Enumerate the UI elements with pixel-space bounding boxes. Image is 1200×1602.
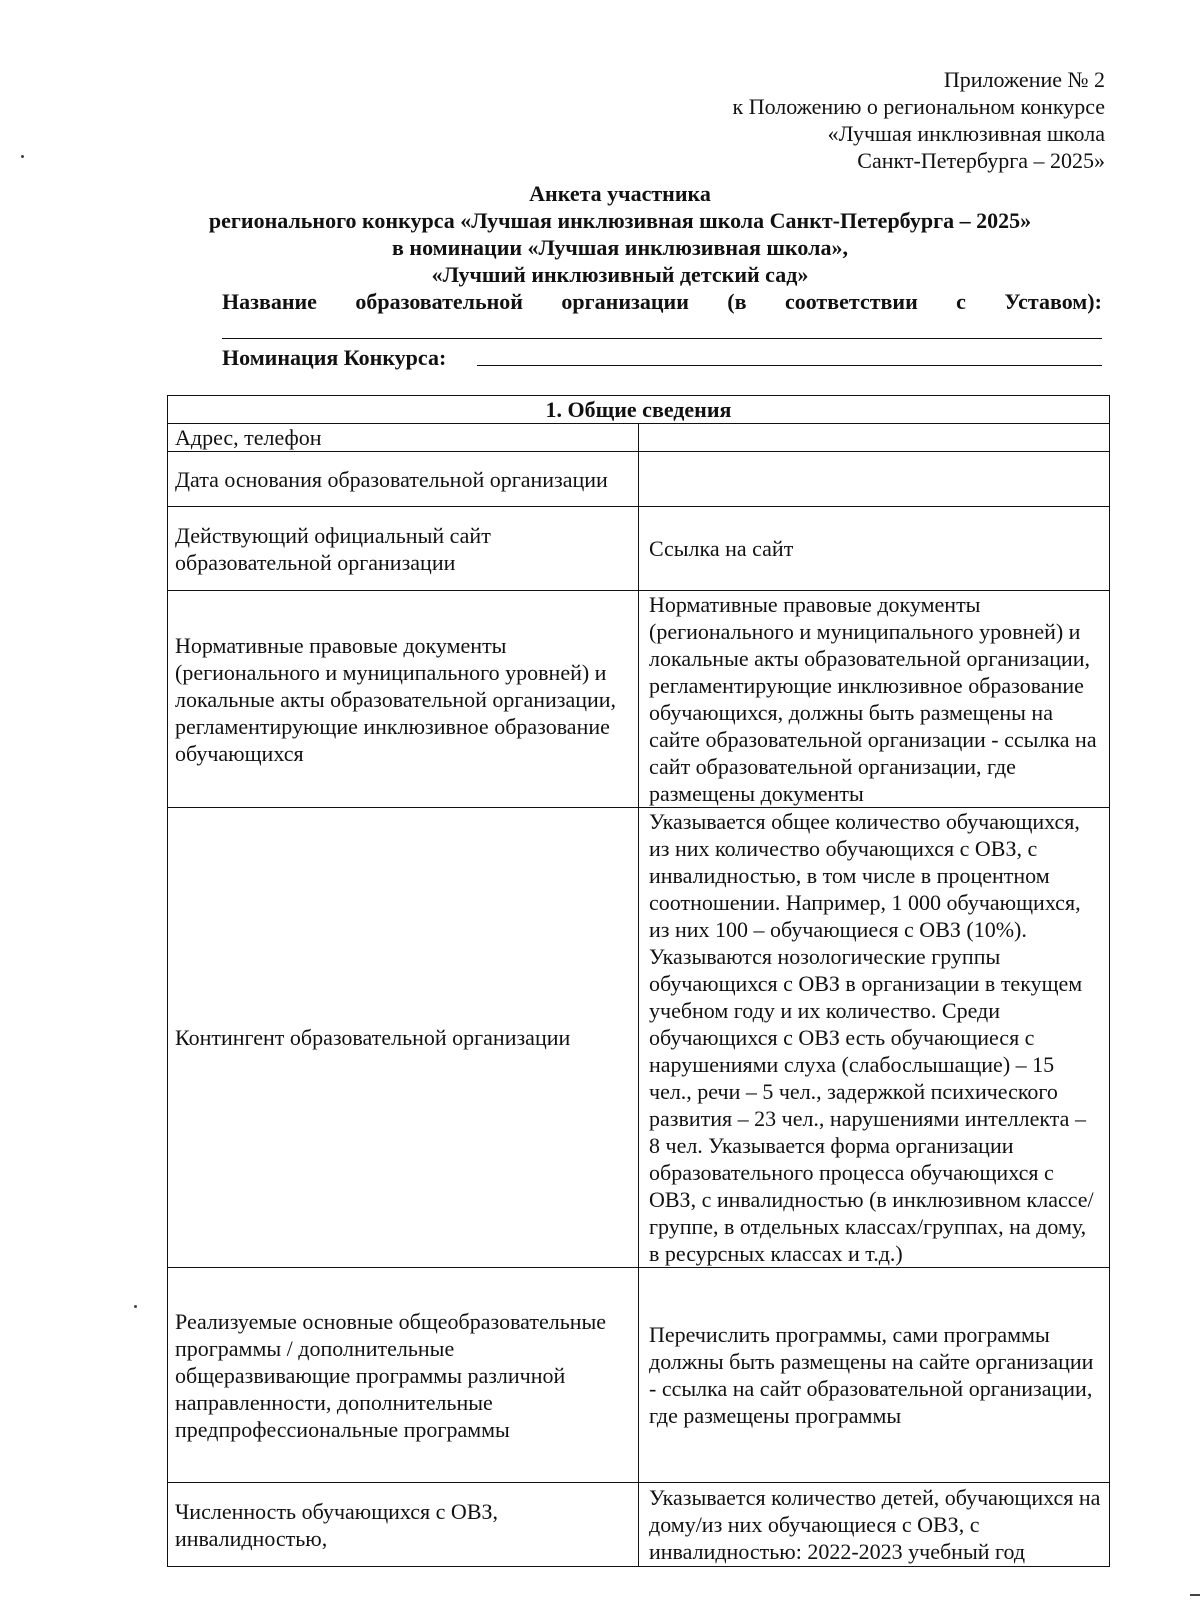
row-label: Дата основания образовательной организации xyxy=(168,452,639,507)
row-label: Нормативные правовые документы (регионального и муниципального уровней) и локальные акты образовательной организации, регламентирующие инклюзивное образование обучающихся xyxy=(168,591,639,808)
row-label: Действующий официальный сайт образовательной организации xyxy=(168,507,639,591)
appendix-block xyxy=(505,66,1105,174)
appendix-reference: к Положению о региональном конкурсе xyxy=(732,94,1105,119)
title-line-3: в номинации «Лучшая инклюзивная школа», xyxy=(392,235,848,260)
table-row xyxy=(168,808,1110,1268)
org-name-label xyxy=(222,288,1102,315)
org-label-word: организации xyxy=(561,289,689,314)
table-row xyxy=(168,424,1110,452)
row-value[interactable]: Нормативные правовые документы (регионального и муниципального уровней) и локальные акты образовательной организации, регламентирующие инклюзивное образование обучающихся, должны быть размещены на сайте образовательной организации - ссылка на сайт образовательной организации, где размещены документы xyxy=(639,591,1110,808)
row-value[interactable]: Ссылка на сайт xyxy=(639,507,1110,591)
row-value[interactable] xyxy=(639,452,1110,507)
title-line-1: Анкета участника xyxy=(529,181,711,206)
row-value[interactable]: Указывается количество детей, обучающихся на дому/из них обучающиеся с ОВЗ, с инвалидностью: 2022-2023 учебный год xyxy=(639,1483,1110,1567)
scan-speck xyxy=(1190,1594,1200,1596)
org-label-word: (в xyxy=(727,289,747,314)
table-row xyxy=(168,452,1110,507)
row-label: Контингент образовательной организации xyxy=(168,808,639,1268)
table-row xyxy=(168,507,1110,591)
org-name-fill-line[interactable] xyxy=(222,338,1102,339)
section-title: 1. Общие сведения xyxy=(168,396,1110,424)
org-label-word: с xyxy=(956,289,966,314)
org-label-word: соответствии xyxy=(784,289,918,314)
appendix-contest-year: Санкт-Петербурга – 2025» xyxy=(857,148,1105,173)
row-value[interactable]: Перечислить программы, сами программы должны быть размещены на сайте организации - ссылка на сайт образовательной организации, где размещены программы xyxy=(639,1268,1110,1483)
document-title xyxy=(140,180,1100,288)
nomination-fill-line[interactable] xyxy=(477,365,1102,366)
scan-speck xyxy=(21,155,24,158)
org-label-word: Название xyxy=(222,289,317,314)
nomination-label: Номинация Конкурса: xyxy=(222,345,447,370)
table-row xyxy=(168,591,1110,808)
org-label-word: Уставом): xyxy=(1004,289,1102,314)
title-line-4: «Лучший инклюзивный детский сад» xyxy=(431,262,809,287)
scan-speck xyxy=(134,1305,137,1308)
org-label-word: образовательной xyxy=(355,289,523,314)
title-line-2: регионального конкурса «Лучшая инклюзивная школа Санкт-Петербурга – 2025» xyxy=(208,208,1032,233)
row-label: Численность обучающихся с ОВЗ, инвалидностью, xyxy=(168,1483,639,1567)
table-section-header xyxy=(168,396,1110,424)
table-row xyxy=(168,1483,1110,1567)
table-row xyxy=(168,1268,1110,1483)
row-value[interactable] xyxy=(639,424,1110,452)
appendix-contest-name: «Лучшая инклюзивная школа xyxy=(827,121,1105,146)
row-label: Адрес, телефон xyxy=(168,424,639,452)
general-info-table xyxy=(167,395,1110,1567)
appendix-number: Приложение № 2 xyxy=(943,67,1105,92)
row-label: Реализуемые основные общеобразовательные программы / дополнительные общеразвивающие программы различной направленности, дополнительные предпрофессиональные программы xyxy=(168,1268,639,1483)
row-value[interactable]: Указывается общее количество обучающихся, из них количество обучающихся с ОВЗ, с инвалидностью, в том числе в процентном соотношении. Например, 1 000 обучающихся, из них 100 – обучающиеся с ОВЗ (10%). Указываются нозологические группы обучающихся с ОВЗ в организации в текущем учебном году и их количество. Среди обучающихся с ОВЗ есть обучающиеся с нарушениями слуха (слабослышащие) – 15 чел., речи – 5 чел., задержкой психического развития – 23 чел., нарушениями интеллекта – 8 чел. Указывается форма организации образовательного процесса обучающихся с ОВЗ, с инвалидностью (в инклюзивном классе/группе, в отдельных классах/группах, на дому, в ресурсных классах и т.д.) xyxy=(639,808,1110,1268)
